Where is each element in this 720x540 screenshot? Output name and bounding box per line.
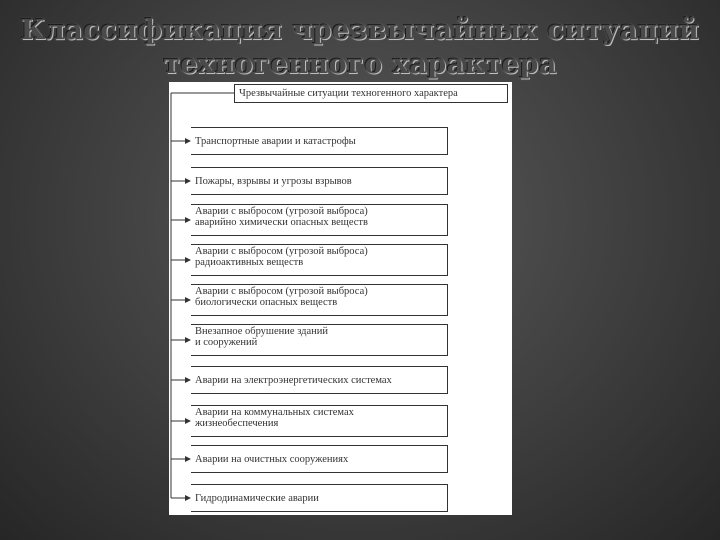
diagram-node-4 bbox=[191, 244, 448, 276]
slide-title-line-1: Классификация чрезвычайных ситуаций bbox=[20, 15, 700, 46]
diagram-node-6 bbox=[191, 324, 448, 356]
diagram-node-5 bbox=[191, 284, 448, 316]
diagram-node-1-line-1: Транспортные аварии и катастрофы bbox=[195, 135, 356, 147]
diagram-node-10-line-1: Гидродинамические аварии bbox=[195, 492, 319, 504]
diagram-node-6-line-1: Внезапное обрушение зданий bbox=[195, 326, 329, 337]
diagram-node-3-line-1: Аварии с выбросом (угрозой выброса) bbox=[195, 206, 368, 217]
diagram-node-8-line-1: Аварии на коммунальных системах bbox=[195, 407, 354, 418]
diagram-node-7-line-1: Аварии на электроэнергетических системах bbox=[195, 374, 392, 386]
slide-title bbox=[0, 14, 720, 82]
diagram-node-9-line-1: Аварии на очистных сооружениях bbox=[195, 453, 349, 465]
diagram-node-10 bbox=[191, 484, 448, 512]
slide-title-line-2: техногенного характера bbox=[163, 49, 557, 80]
diagram-node-5-line-2: биологически опасных веществ bbox=[195, 297, 338, 308]
diagram-node-3-line-2: аварийно химически опасных веществ bbox=[195, 217, 368, 228]
diagram-node-9 bbox=[191, 445, 448, 473]
diagram-node-6-line-2: и сооружений bbox=[195, 337, 258, 348]
diagram-node-1 bbox=[191, 127, 448, 155]
diagram-node-8-line-2: жизнеобеспечения bbox=[195, 418, 279, 429]
diagram-node-3 bbox=[191, 204, 448, 236]
classification-diagram bbox=[169, 82, 512, 515]
diagram-node-4-line-2: радиоактивных веществ bbox=[195, 257, 304, 268]
diagram-node-2 bbox=[191, 167, 448, 195]
diagram-root-node: Чрезвычайные ситуации техногенного характера bbox=[234, 84, 508, 103]
diagram-node-7 bbox=[191, 366, 448, 394]
diagram-node-2-line-1: Пожары, взрывы и угрозы взрывов bbox=[195, 175, 352, 187]
diagram-node-4-line-1: Аварии с выбросом (угрозой выброса) bbox=[195, 246, 368, 257]
diagram-node-8 bbox=[191, 405, 448, 437]
diagram-node-5-line-1: Аварии с выбросом (угрозой выброса) bbox=[195, 286, 368, 297]
